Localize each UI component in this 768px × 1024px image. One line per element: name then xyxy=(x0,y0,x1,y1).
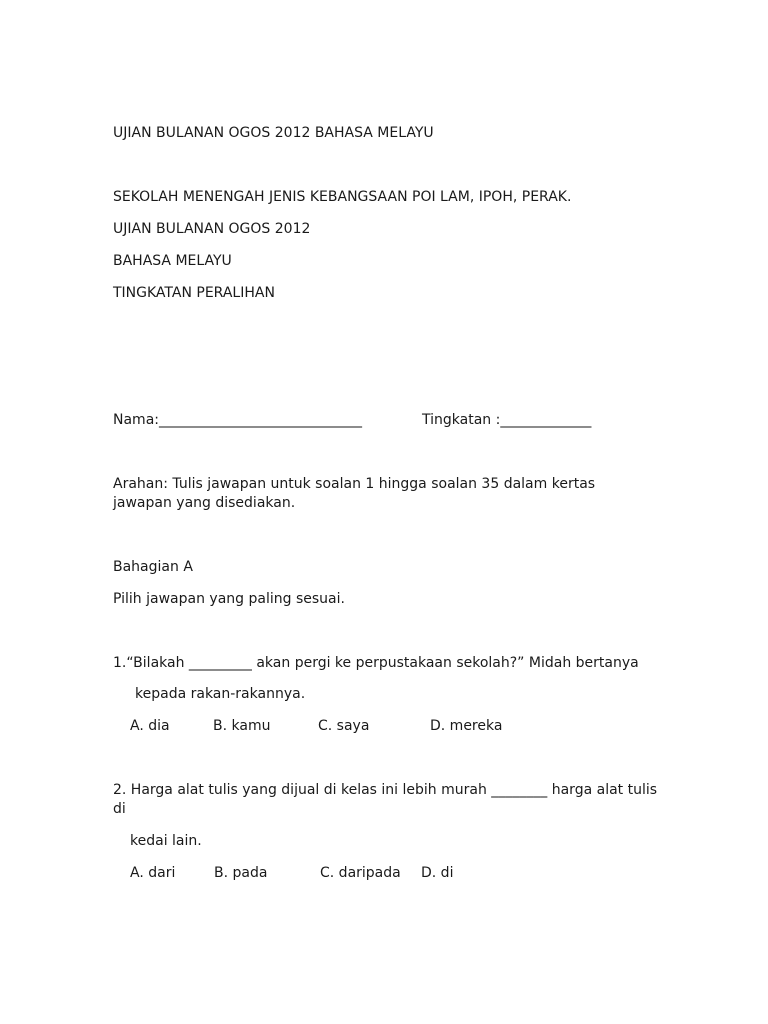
school-name: SEKOLAH MENENGAH JENIS KEBANGSAAN POI LAM, IPOH, PERAK. xyxy=(113,189,572,205)
question-2-text: 2. Harga alat tulis yang dijual di kelas ini lebih murah ________ harga alat tulis di xyxy=(113,782,658,817)
question-2-text-continued: kedai lain. xyxy=(130,833,202,849)
level-title: TINGKATAN PERALIHAN xyxy=(113,285,275,301)
question-1-option-a: A. dia xyxy=(130,718,170,734)
question-2-option-a: A. dari xyxy=(130,865,176,881)
question-1-option-d: D. mereka xyxy=(430,718,503,734)
exam-title: UJIAN BULANAN OGOS 2012 xyxy=(113,221,311,237)
name-field-label: Nama:_____________________________ xyxy=(113,412,362,428)
question-1-option-b: B. kamu xyxy=(213,718,271,734)
question-1-text-continued: kepada rakan-rakannya. xyxy=(135,686,306,702)
question-2-option-d: D. di xyxy=(421,865,454,881)
question-1-text: 1.“Bilakah _________ akan pergi ke perpustakaan sekolah?” Midah bertanya xyxy=(113,655,639,671)
instructions-text: Arahan: Tulis jawapan untuk soalan 1 hingga soalan 35 dalam kertas jawapan yang disediakan. xyxy=(113,476,596,511)
class-field-label: Tingkatan :_____________ xyxy=(422,412,592,428)
top-title: UJIAN BULANAN OGOS 2012 BAHASA MELAYU xyxy=(113,125,434,141)
section-instruction: Pilih jawapan yang paling sesuai. xyxy=(113,591,345,607)
section-title: Bahagian A xyxy=(113,559,193,575)
question-2-option-b: B. pada xyxy=(214,865,268,881)
question-1-option-c: C. saya xyxy=(318,718,370,734)
question-2-option-c: C. daripada xyxy=(320,865,401,881)
subject-title: BAHASA MELAYU xyxy=(113,253,232,269)
